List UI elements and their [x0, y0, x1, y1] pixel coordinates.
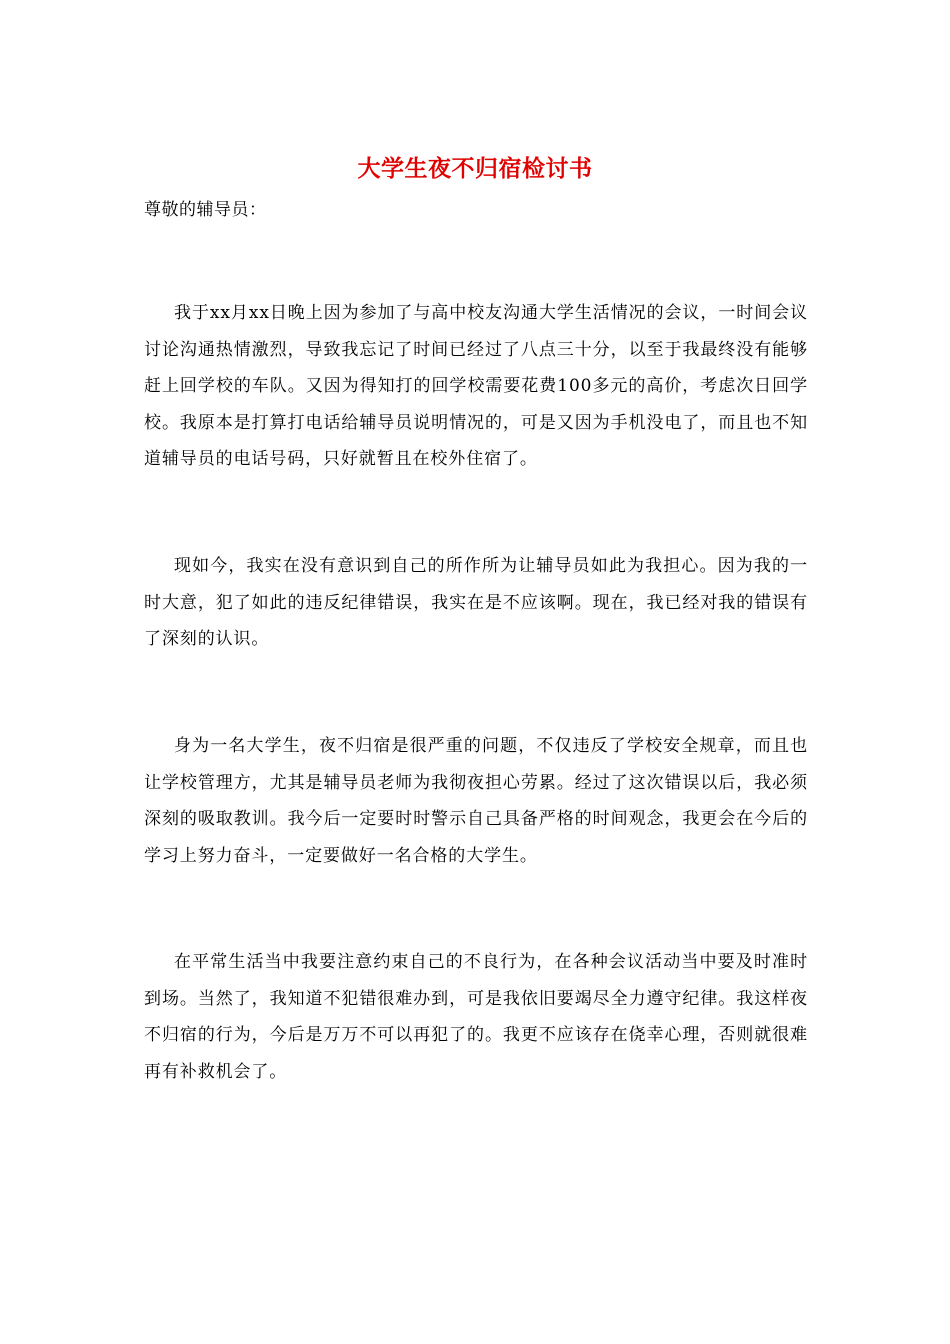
body-paragraph-2: 现如今，我实在没有意识到自己的所作所为让辅导员如此为我担心。因为我的一时大意，犯了如此的违反纪律错误，我实在是不应该啊。现在，我已经对我的错误有了深刻的认识。	[144, 556, 808, 649]
body-paragraph-1: 我于xx月xx日晚上因为参加了与高中校友沟通大学生活情况的会议，一时间会议讨论沟通热情激烈，导致我忘记了时间已经过了八点三十分，以至于我最终没有能够赶上回学校的车队。又因为得知打的回学校需要花费100多元的高价，考虑次日回学校。我原本是打算打电话给辅导员说明情况的，可是又因为手机没电了，而且也不知道辅导员的电话号码，只好就暂且在校外住宿了。	[144, 303, 808, 469]
body-paragraph-3: 身为一名大学生，夜不归宿是很严重的问题，不仅违反了学校安全规章，而且也让学校管理方，尤其是辅导员老师为我彻夜担心劳累。经过了这次错误以后，我必须深刻的吸取教训。我今后一定要时时警示自己具备严格的时间观念，我更会在今后的学习上努力奋斗，一定要做好一名合格的大学生。	[144, 736, 808, 866]
body-paragraph-4: 在平常生活当中我要注意约束自己的不良行为，在各种会议活动当中要及时准时到场。当然了，我知道不犯错很难办到，可是我依旧要竭尽全力遵守纪律。我这样夜不归宿的行为，今后是万万不可以再犯了的。我更不应该存在侥幸心理，否则就很难再有补救机会了。	[144, 952, 808, 1082]
salutation: 尊敬的辅导员：	[144, 200, 267, 220]
document-title: 大学生夜不归宿检讨书	[357, 155, 593, 182]
